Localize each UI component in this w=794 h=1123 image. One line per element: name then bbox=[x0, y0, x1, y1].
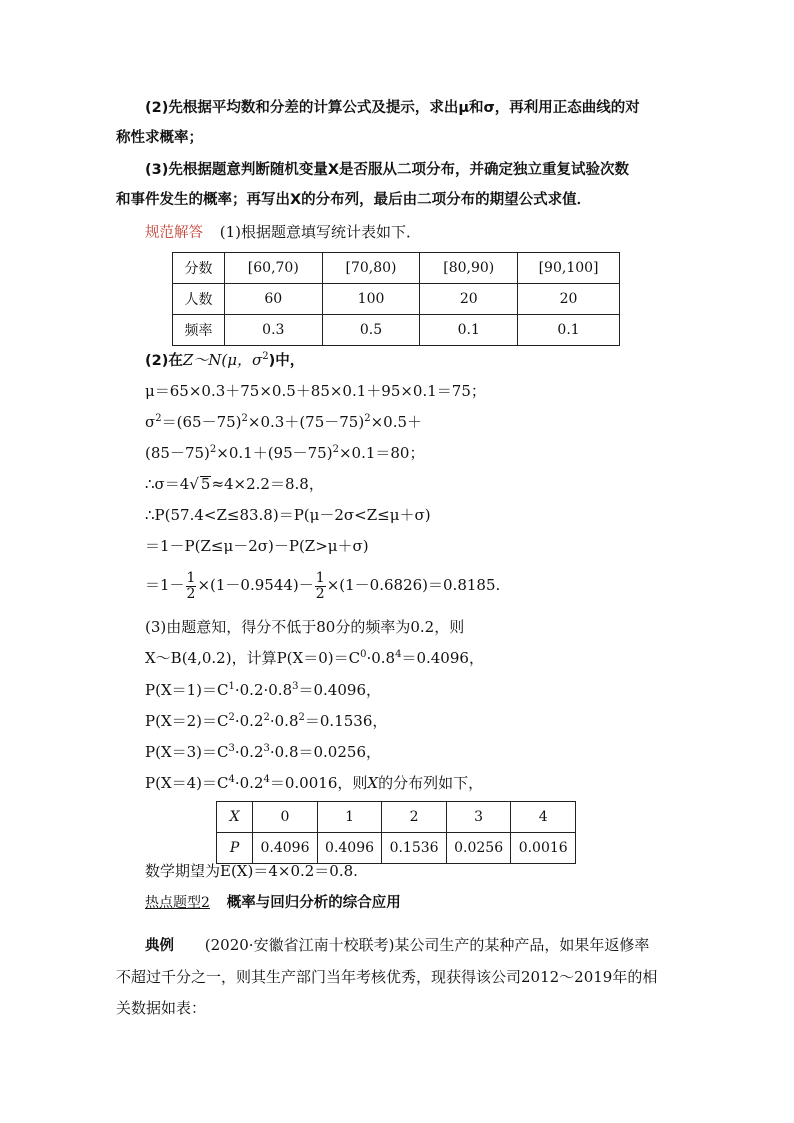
table-cell: 1 bbox=[317, 802, 382, 833]
part3-line-6 bbox=[145, 773, 483, 793]
formula-text: ≈4×2.2＝8.8， bbox=[211, 475, 324, 493]
superscript: 2 bbox=[155, 413, 162, 424]
superscript: 4 bbox=[263, 774, 270, 785]
table-cell: 0.4096 bbox=[317, 833, 382, 864]
table-cell: 分数 bbox=[173, 253, 225, 284]
table-cell: 3 bbox=[446, 802, 511, 833]
score-statistics-table bbox=[172, 252, 620, 346]
hot-topic-title: 概率与回归分析的综合应用 bbox=[226, 895, 401, 911]
formula-text: ·0.2·0.8 bbox=[234, 681, 293, 699]
superscript: 4 bbox=[228, 774, 235, 785]
answer-heading bbox=[145, 222, 421, 243]
superscript: 2 bbox=[262, 351, 269, 362]
table-cell: 0.4096 bbox=[253, 833, 318, 864]
expectation-line: 数学期望为E(X)＝4×0.2＝0.8. bbox=[145, 862, 358, 880]
fraction-one-half bbox=[186, 571, 197, 602]
table-cell: [90,100] bbox=[518, 253, 620, 284]
formula-text: ＝(65－75) bbox=[161, 413, 242, 431]
table-cell: X bbox=[217, 802, 253, 833]
part2-line-5 bbox=[145, 474, 324, 494]
part3-line-3 bbox=[145, 680, 381, 700]
part2-line-3 bbox=[145, 412, 422, 432]
formula-text: 的分布列如下， bbox=[378, 774, 484, 792]
part3-line-4 bbox=[145, 711, 387, 731]
table-cell: 4 bbox=[511, 802, 576, 833]
part3-line-2 bbox=[145, 648, 484, 668]
table-cell: 0.5 bbox=[322, 315, 420, 346]
superscript: 3 bbox=[228, 743, 235, 754]
formula-text: (85－75) bbox=[145, 444, 210, 462]
table-cell: 0.1 bbox=[518, 315, 620, 346]
example-line-2: 不超过千分之一，则其生产部门当年考核优秀，现获得该公司2012～2019年的相 bbox=[116, 968, 658, 986]
sqrt-radicand: 5 bbox=[200, 475, 211, 493]
superscript: 2 bbox=[263, 712, 270, 723]
formula-text: ×(1－0.6826)＝0.8185. bbox=[326, 576, 501, 594]
part2-line-4 bbox=[145, 443, 424, 463]
table-cell: 0 bbox=[253, 802, 318, 833]
superscript: 3 bbox=[263, 743, 270, 754]
superscript: 1 bbox=[228, 681, 235, 692]
formula-text: ·0.8＝0.0256， bbox=[269, 743, 381, 761]
table-cell: 20 bbox=[420, 284, 518, 315]
hint-paragraph-2-line-2: 称性求概率； bbox=[116, 130, 203, 146]
formula-variable: X bbox=[367, 774, 379, 792]
example-label: 典例 bbox=[145, 938, 174, 954]
table-cell: 0.3 bbox=[224, 315, 322, 346]
table-cell: 100 bbox=[322, 284, 420, 315]
table-row bbox=[217, 833, 576, 864]
formula-text: ＝0.4096， bbox=[298, 681, 381, 699]
table-cell: [80,90) bbox=[420, 253, 518, 284]
formula-text: ×0.3＋(75－75) bbox=[247, 413, 365, 431]
table-cell: 2 bbox=[382, 802, 447, 833]
example-text: (2020·安徽省江南十校联考)某公司生产的某种产品，如果年返修率 bbox=[204, 936, 650, 954]
formula-text: ×0.1＋(95－75) bbox=[216, 444, 333, 462]
formula-text: ·0.2 bbox=[234, 774, 264, 792]
hint-paragraph-3-line-1: (3)先根据题意判断随机变量X是否服从二项分布，并确定独立重复试验次数 bbox=[145, 162, 630, 178]
distribution-table bbox=[216, 801, 576, 864]
formula-text: P(X＝4)＝C bbox=[145, 774, 229, 792]
superscript: 0 bbox=[360, 649, 367, 660]
table-cell: 0.1 bbox=[420, 315, 518, 346]
fraction-one-half bbox=[315, 571, 326, 602]
formula-text: ·0.2 bbox=[234, 743, 264, 761]
part2-line-1 bbox=[145, 350, 304, 371]
table-row bbox=[173, 284, 620, 315]
superscript: 2 bbox=[364, 413, 371, 424]
formula-text: X～B(4,0.2)，计算P(X＝0)＝C bbox=[145, 649, 361, 667]
part2-text: (2)在 bbox=[145, 353, 183, 369]
formula-text: ·0.8 bbox=[366, 649, 396, 667]
hot-topic-heading bbox=[145, 892, 401, 913]
formula-text: ∴σ＝4 bbox=[145, 475, 190, 493]
hint-paragraph-2-line-1: (2)先根据平均数和分差的计算公式及提示，求出μ和σ，再利用正态曲线的对 bbox=[145, 100, 640, 116]
part2-formula: Z～N(μ，σ bbox=[182, 351, 263, 369]
part3-line-5 bbox=[145, 742, 381, 762]
formula-text: P(X＝2)＝C bbox=[145, 712, 229, 730]
formula-text: σ bbox=[145, 413, 156, 431]
superscript: 4 bbox=[395, 649, 402, 660]
fraction-numerator: 1 bbox=[186, 569, 196, 586]
superscript: 2 bbox=[332, 444, 339, 455]
sqrt-sign: √ bbox=[189, 475, 199, 493]
table-cell: 0.0016 bbox=[511, 833, 576, 864]
table-cell: 0.1536 bbox=[382, 833, 447, 864]
example-line-3: 关数据如表： bbox=[116, 999, 207, 1017]
formula-text: ×0.5＋ bbox=[370, 413, 423, 431]
part2-line-8 bbox=[145, 568, 500, 602]
answer-intro: (1)根据题意填写统计表如下． bbox=[219, 223, 422, 241]
table-cell: [70,80) bbox=[322, 253, 420, 284]
superscript: 2 bbox=[228, 712, 235, 723]
superscript: 2 bbox=[298, 712, 305, 723]
table-row bbox=[173, 315, 620, 346]
formula-text: ·0.8 bbox=[269, 712, 299, 730]
part2-line-2: μ＝65×0.3＋75×0.5＋85×0.1＋95×0.1＝75； bbox=[145, 382, 486, 400]
table-cell: [60,70) bbox=[224, 253, 322, 284]
formula-text: ×(1－0.9544)－ bbox=[197, 576, 314, 594]
table-cell: P bbox=[217, 833, 253, 864]
table-row bbox=[217, 802, 576, 833]
fraction-denominator: 2 bbox=[186, 585, 196, 602]
fraction-denominator: 2 bbox=[315, 585, 325, 602]
formula-text: P(X＝1)＝C bbox=[145, 681, 229, 699]
answer-label: 规范解答 bbox=[145, 225, 203, 241]
hot-topic-label: 热点题型2 bbox=[145, 895, 210, 911]
formula-text: ·0.2 bbox=[234, 712, 264, 730]
hint-paragraph-3-line-2: 和事件发生的概率；再写出X的分布列，最后由二项分布的期望公式求值． bbox=[116, 192, 592, 208]
formula-text: ＝0.4096， bbox=[401, 649, 484, 667]
part2-line-6: ∴P(57.4<Z≤83.8)＝P(μ－2σ<Z≤μ＋σ) bbox=[145, 506, 431, 524]
table-cell: 0.0256 bbox=[446, 833, 511, 864]
table-cell: 人数 bbox=[173, 284, 225, 315]
table-cell: 20 bbox=[518, 284, 620, 315]
part2-line-7: ＝1－P(Z≤μ－2σ)－P(Z>μ＋σ) bbox=[145, 537, 369, 555]
table-cell: 频率 bbox=[173, 315, 225, 346]
table-cell: 60 bbox=[224, 284, 322, 315]
formula-text: ＝1－ bbox=[145, 576, 185, 594]
superscript: 2 bbox=[241, 413, 248, 424]
formula-text: ×0.1＝80； bbox=[338, 444, 425, 462]
formula-text: ＝0.1536， bbox=[304, 712, 388, 730]
formula-text: P(X＝3)＝C bbox=[145, 743, 229, 761]
example-line-1 bbox=[145, 935, 649, 956]
formula-text: ＝0.0016，则 bbox=[269, 774, 368, 792]
part2-text: )中， bbox=[268, 353, 305, 369]
superscript: 3 bbox=[292, 681, 299, 692]
fraction-numerator: 1 bbox=[315, 569, 325, 586]
table-row bbox=[173, 253, 620, 284]
superscript: 2 bbox=[209, 444, 217, 455]
part3-line-1: (3)由题意知，得分不低于80分的频率为0.2，则 bbox=[145, 618, 465, 636]
